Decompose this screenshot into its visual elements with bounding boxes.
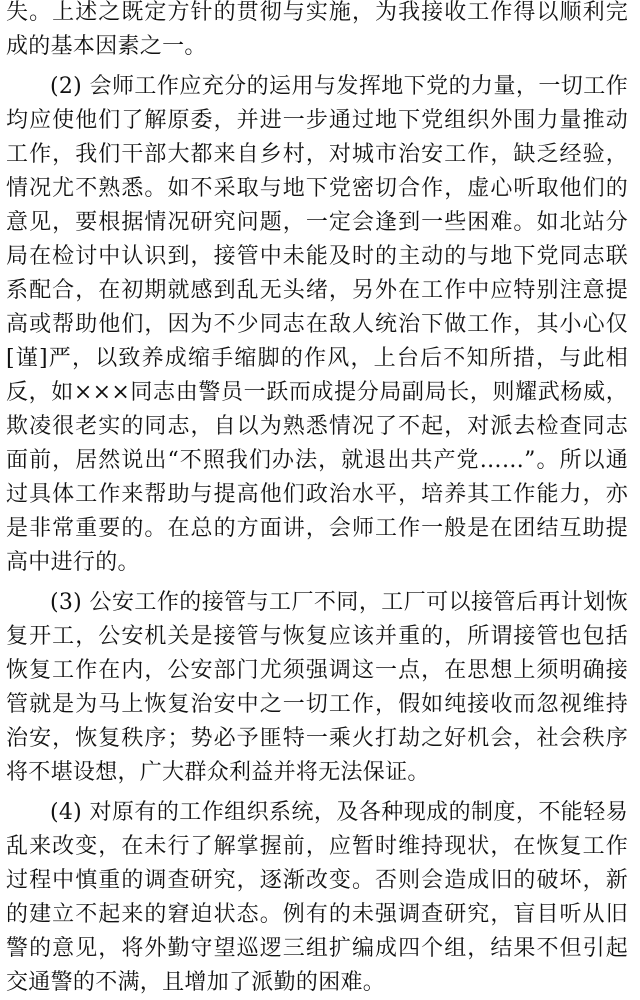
paragraph-point-3: (3) 公安工作的接管与工厂不同，工厂可以接管后再计划恢复开工，公安机关是接管与恢复应该并重的，所谓接管也包括恢复工作在内，公安部门尤须强调这一点，在思想上须明确接管就是为马上恢复治安中之一切工作，假如纯接收而忽视维持治安，恢复秩序；势必予匪特一乘火打劫之好机会，社会秩序将不堪设想，广大群众利益并将无法保证。 <box>6 590 628 785</box>
paragraph-continuation: 失。上述之既定方针的贯彻与实施，为我接收工作得以顺利完成的基本因素之一。 <box>6 0 628 59</box>
paragraph-point-2: (2) 会师工作应充分的运用与发挥地下党的力量，一切工作均应使他们了解原委，并进一步通过地下党组织外围力量推动工作，我们干部大都来自乡村，对城市治安工作，缺乏经验，情况尤不熟悉。如不采取与地下党密切合作，虚心听取他们的意见，要根据情况研究问题，一定会逢到一些困难。如北站分局在检讨中认识到，接管中未能及时的主动的与地下党同志联系配合，在初期就感到乱无头绪，另外在工作中应特别注意提高或帮助他们，因为不少同志在敌人统治下做工作，其小心仅[谨]严，以致养成缩手缩脚的作风，上台后不知所措，与此相反，如×××同志由警员一跃而成提分局副局长，则耀武杨威，欺凌很老实的同志，自以为熟悉情况了不起，对派去检查同志面前，居然说出“不照我们办法，就退出共产党……”。所以通过具体工作来帮助与提高他们政治水平，培养其工作能力，亦是非常重要的。在总的方面讲，会师工作一般是在团结互助提高中进行的。 <box>6 74 628 575</box>
paragraph-point-4: (4) 对原有的工作组织系统，及各种现成的制度，不能轻易乱来改变，在未行了解掌握前，应暂时维持现状，在恢复工作过程中慎重的调查研究，逐渐改变。否则会造成旧的破坏，新的建立不起来的窘迫状态。例有的未强调查研究，盲目听从旧警的意见，将外勤守望巡逻三组扩编成四个组，结果不但引起交通警的不满，且增加了派勤的困难。 <box>6 800 628 995</box>
